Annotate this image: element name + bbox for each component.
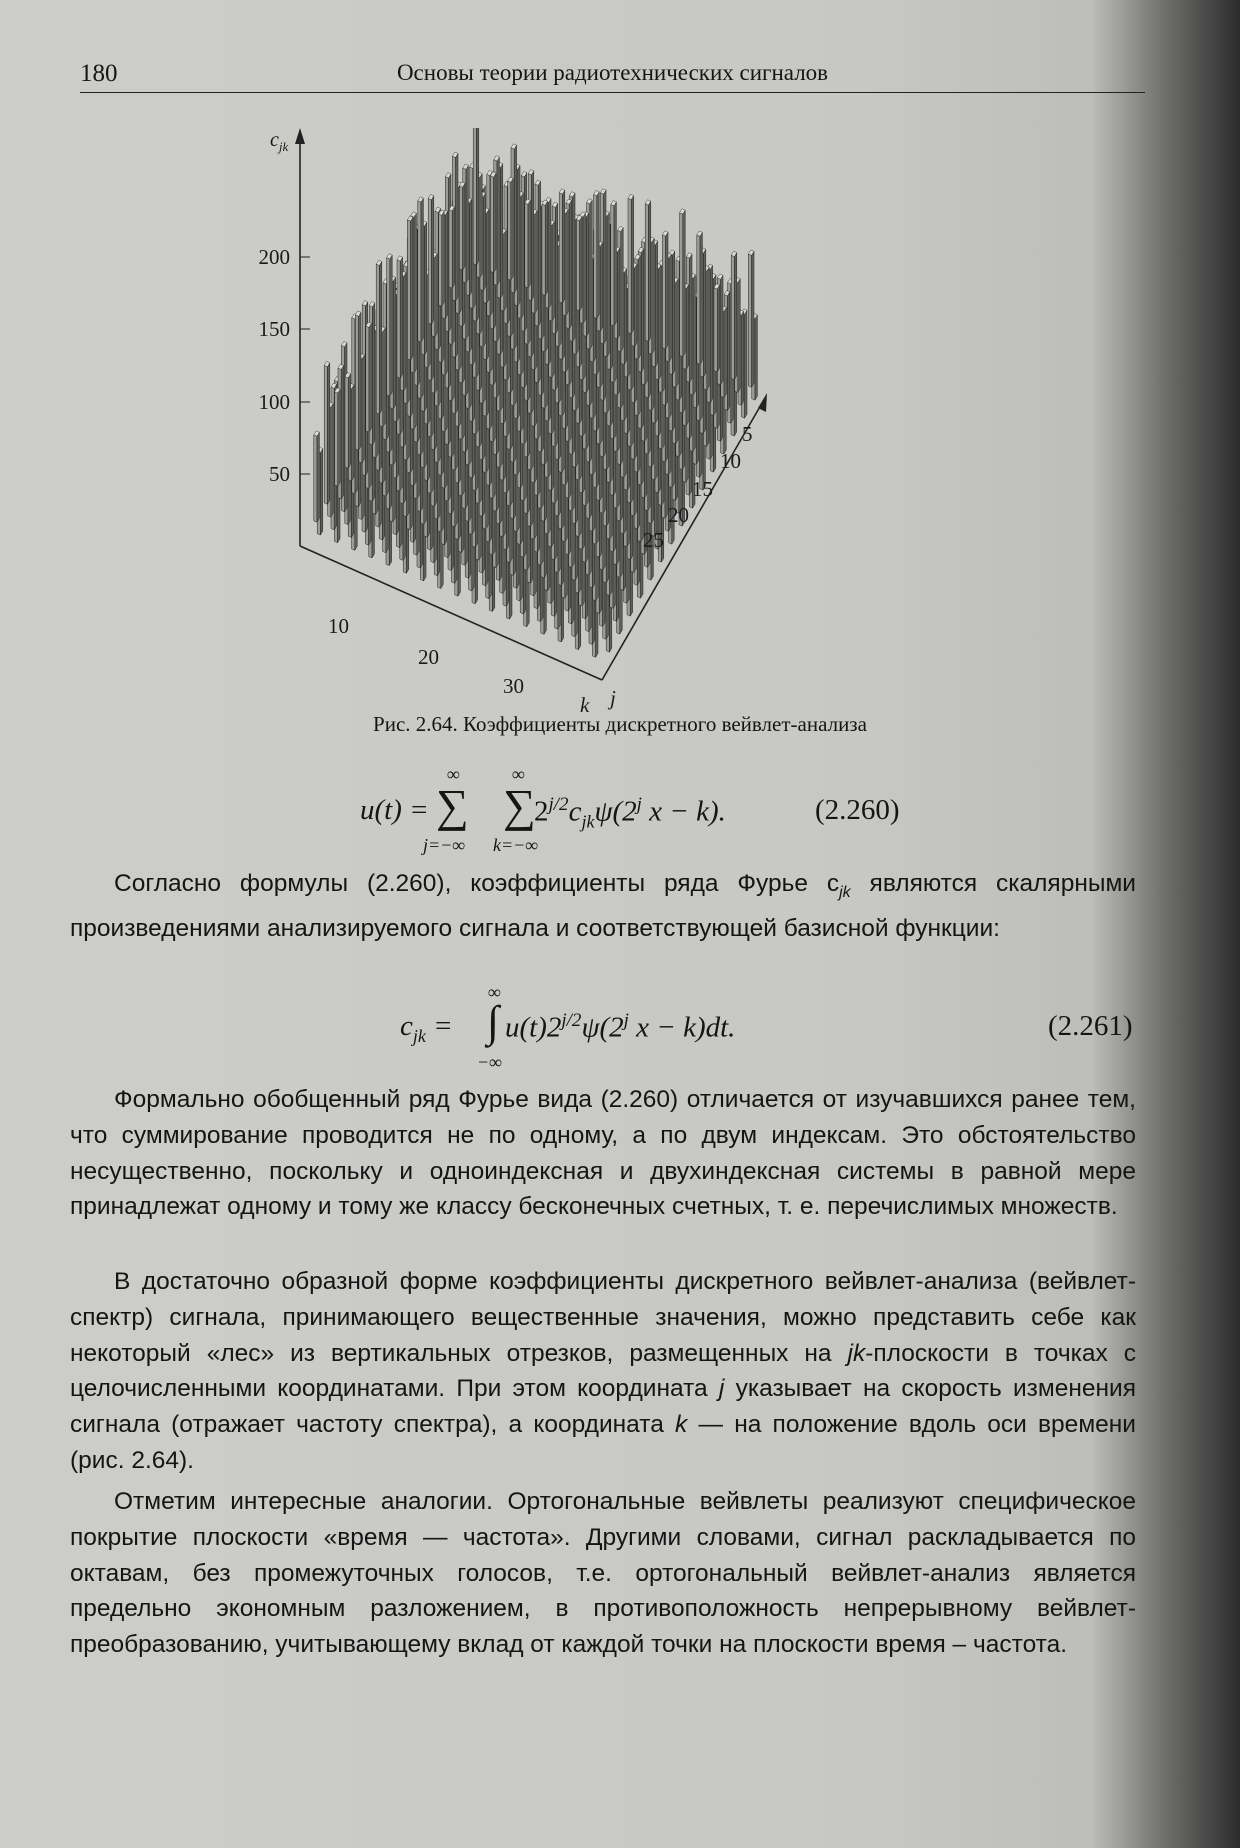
bar bbox=[508, 177, 514, 280]
bar bbox=[449, 206, 455, 289]
paragraph-3: В достаточно образной форме коэффициенты дискретного вейвлет-анализа (вейвлет-спектр) сигнала, принимающего вещественные значения, можно представить себе как некоторый «лес» из вертикальных отрезков, размещенных на jk-плоскости в точках с целочисленными координатами. При этом координата j указывает на скорость изменения сигнала (отражает частоту спектра), а координата k — на положение вдоль оси времени (рис. 2.64). bbox=[70, 1268, 1136, 1474]
bar bbox=[418, 197, 424, 342]
eq260-sum1-top: ∞ bbox=[447, 764, 460, 784]
z-axis-arrow bbox=[295, 128, 305, 144]
z-tick-label: 200 bbox=[258, 245, 290, 269]
j-tick-label: 20 bbox=[668, 503, 689, 527]
bar bbox=[345, 372, 351, 468]
j-tick-label: 15 bbox=[692, 477, 713, 501]
bar bbox=[335, 388, 341, 487]
bar bbox=[428, 194, 434, 324]
bar bbox=[680, 209, 686, 357]
eq260-number: (2.260) bbox=[815, 794, 900, 826]
k-axis-label: k bbox=[580, 693, 590, 714]
bars-group bbox=[314, 128, 758, 657]
j-tick-label: 10 bbox=[720, 449, 741, 473]
j-tick-label: 5 bbox=[742, 422, 753, 446]
bar bbox=[376, 260, 382, 414]
bar bbox=[748, 250, 754, 387]
figure-3d-bar-chart bbox=[250, 128, 970, 714]
k-tick-label: 30 bbox=[503, 674, 524, 698]
z-tick-label: 150 bbox=[258, 317, 290, 341]
bar bbox=[366, 322, 372, 432]
eq260-body: $2^{j/2}c_{jk}\psi(2^j$ x − k). bbox=[534, 794, 726, 832]
k-ticks bbox=[328, 614, 590, 714]
eq260-sum2-bottom: k=−∞ bbox=[493, 835, 539, 855]
j-axis-label: j bbox=[610, 686, 616, 710]
k-tick-label: 10 bbox=[328, 614, 349, 638]
z-tick-label: 50 bbox=[269, 462, 290, 486]
bar bbox=[439, 210, 445, 306]
j-tick-label: 25 bbox=[643, 528, 664, 552]
bar bbox=[542, 200, 548, 296]
bar bbox=[473, 128, 479, 265]
eq260-sum2-top: ∞ bbox=[512, 764, 525, 784]
eq261-integral: ∫ bbox=[487, 997, 500, 1046]
figure-caption: Рис. 2.64. Коэффициенты дискретного вейвлет-анализа bbox=[373, 712, 867, 736]
bar bbox=[387, 254, 393, 397]
bar bbox=[576, 215, 582, 311]
eq260-sum2: ∑ bbox=[503, 780, 536, 831]
bar bbox=[397, 256, 403, 378]
paragraph-4: Отметим интересные аналогии. Ортогональные вейвлеты реализуют специфическое покрытие плоскости «время — частота». Другими словами, сигнал раскладывается по октавам, без промежуточных голосов, т.е. ортогональный вейвлет-анализ является предельно экономным разложением, в противоположность непрерывному вейвлет-преобразованию, учитывающему вклад от каждой точки на плоскости время – частота. bbox=[70, 1488, 1136, 1659]
k-tick-label: 20 bbox=[418, 645, 439, 669]
paragraph-2: Формально обобщенный ряд Фурье вида (2.260) отличается от изучавшихся ранее тем, что суммирование проводится не по одному, а по двум индексам. Это обстоятельство несущественно, поскольку и одноиндексная и двухиндексная системы в равной мере принадлежат одному и тому же классу бесконечных счетных, т. е. перечислимых множеств. bbox=[70, 1086, 1136, 1221]
bar bbox=[697, 231, 703, 364]
z-tick-label: 100 bbox=[258, 390, 290, 414]
page-number: 180 bbox=[80, 60, 118, 87]
eq261-int-top: ∞ bbox=[488, 982, 501, 1002]
bar bbox=[314, 431, 320, 522]
bar bbox=[525, 199, 531, 288]
eq260-lhs: u(t) = bbox=[360, 794, 429, 826]
bar bbox=[645, 200, 651, 342]
eq261-number: (2.261) bbox=[1048, 1010, 1133, 1042]
running-head bbox=[80, 58, 1145, 93]
eq260-sum1: ∑ bbox=[436, 780, 469, 831]
bar bbox=[407, 216, 413, 360]
paragraph-1: Согласно формулы (2.260), коэффициенты ряда Фурье $c_{jk}$ являются скалярными произведениями анализируемого сигнала и соответствующей базисной функции: bbox=[70, 870, 1136, 942]
bar bbox=[662, 231, 668, 349]
bar bbox=[559, 189, 565, 304]
bar bbox=[611, 201, 617, 327]
bar bbox=[459, 182, 465, 270]
chart-svg bbox=[250, 128, 970, 714]
z-ticks bbox=[259, 129, 311, 486]
z-axis-label: $c_{jk}$ bbox=[270, 129, 289, 154]
running-title: Основы теории радиотехнических сигналов bbox=[396, 60, 829, 85]
bar bbox=[490, 172, 496, 273]
bar bbox=[714, 284, 720, 372]
eq261-int-bottom: −∞ bbox=[477, 1052, 502, 1072]
eq260-sum1-bottom: j=−∞ bbox=[423, 835, 466, 855]
eq261-body: $u(t)2^{j/2}\psi(2^j$ x − k)dt. bbox=[505, 1010, 736, 1044]
bar bbox=[324, 361, 330, 504]
bar bbox=[594, 190, 600, 318]
eq261-lhs: $c_{jk}$ = bbox=[400, 1010, 453, 1046]
bar bbox=[355, 311, 361, 450]
bar bbox=[628, 194, 634, 333]
bar bbox=[731, 251, 737, 379]
